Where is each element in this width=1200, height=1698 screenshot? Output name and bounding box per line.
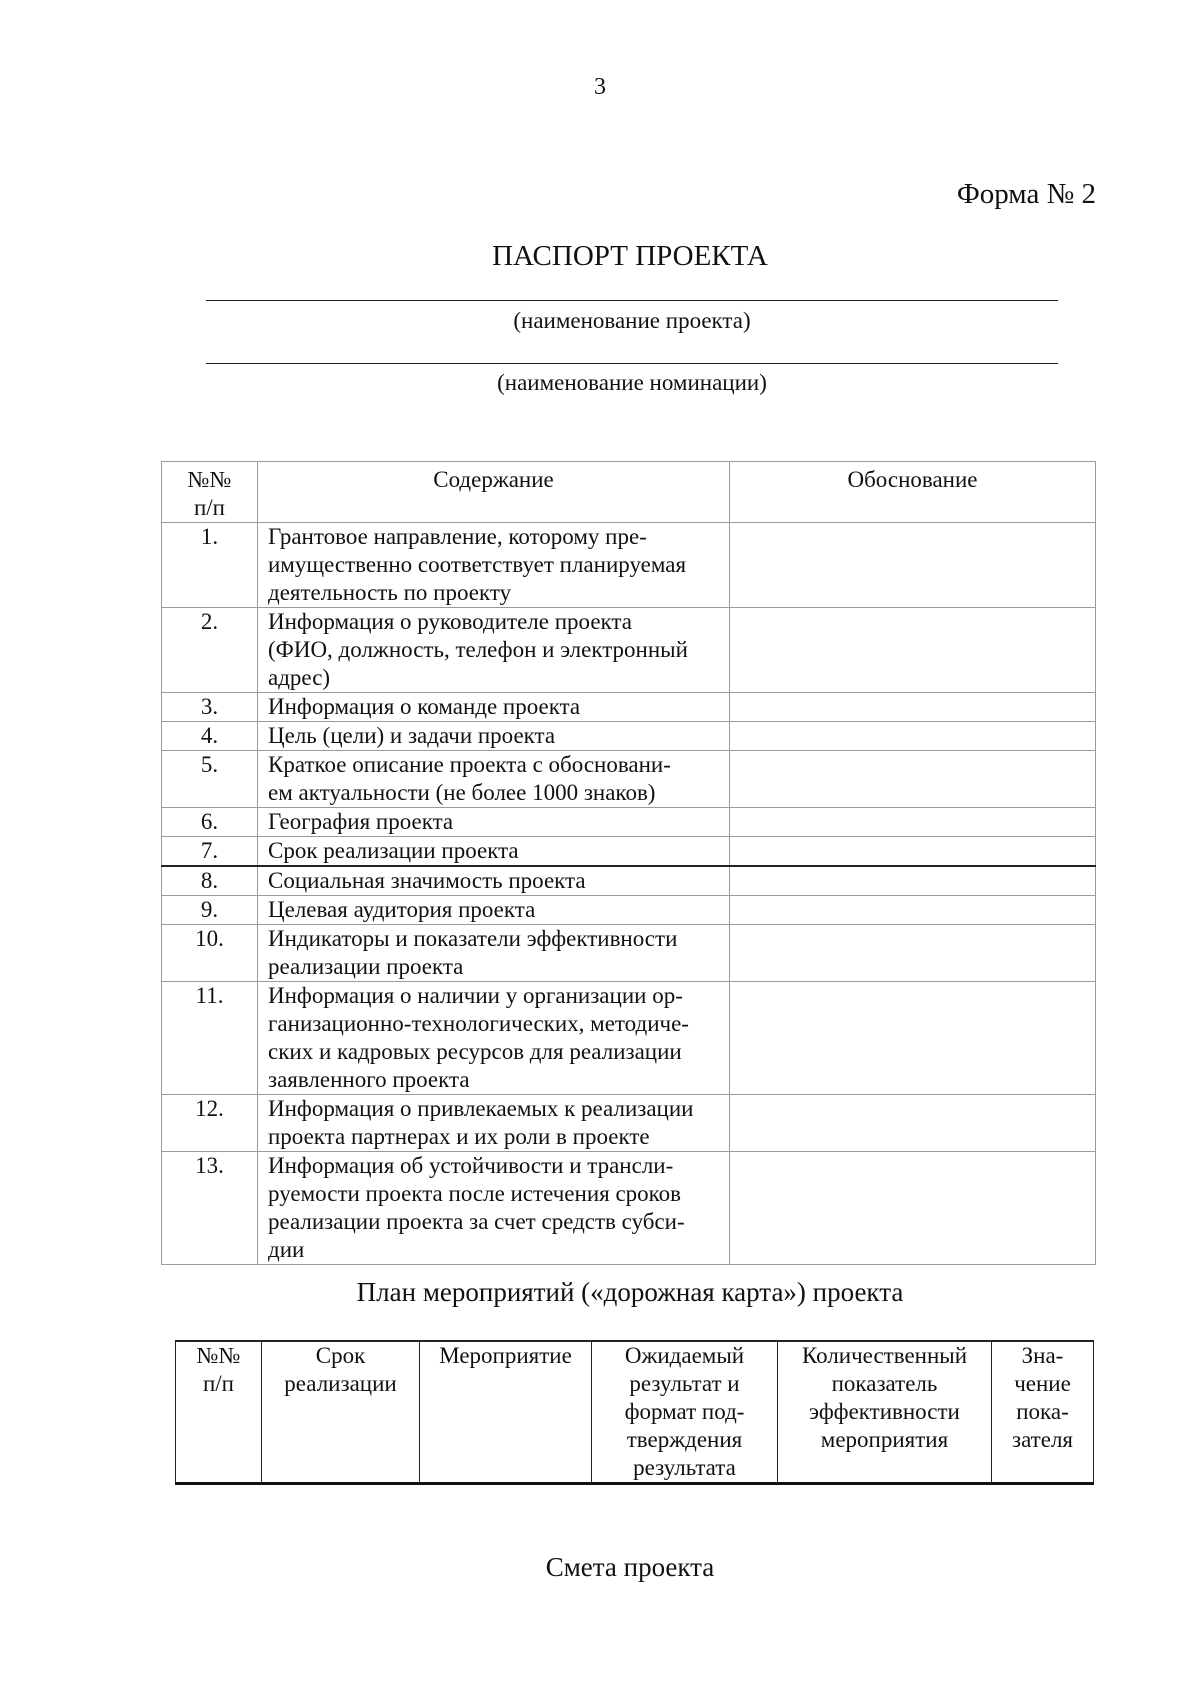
table-row [162,866,1096,896]
row-content: Индикаторы и показатели эффективности реализации проекта [258,925,730,982]
row-justification[interactable] [730,866,1096,896]
row-content: География проекта [258,808,730,837]
row-number: 11. [162,982,258,1095]
row-content: Информация о команде проекта [258,693,730,722]
plan-header-number: №№ п/п [176,1341,262,1484]
row-justification[interactable] [730,722,1096,751]
row-number: 3. [162,693,258,722]
table-row [162,1095,1096,1152]
table-row [162,523,1096,608]
row-justification[interactable] [730,693,1096,722]
plan-header-event: Мероприятие [420,1341,592,1484]
plan-table [175,1340,1094,1485]
row-number: 6. [162,808,258,837]
table-row [162,925,1096,982]
passport-table-header [162,462,1096,523]
row-content: Информация о руководителе проекта (ФИО, должность, телефон и электронный адрес) [258,608,730,693]
row-number: 9. [162,896,258,925]
row-content: Информация об устойчивости и трансли- руемости проекта после истечения сроков реализации проекта за счет средств субси- дии [258,1152,730,1265]
table-row [162,751,1096,808]
row-number: 1. [162,523,258,608]
row-number: 2. [162,608,258,693]
table-row [162,608,1096,693]
table-row [162,808,1096,837]
table-row [162,693,1096,722]
plan-header-indicator-value: Зна- чение пока- зателя [992,1341,1094,1484]
row-justification[interactable] [730,982,1096,1095]
row-content: Срок реализации проекта [258,837,730,867]
table-row [162,1152,1096,1265]
row-content: Цель (цели) и задачи проекта [258,722,730,751]
row-number: 7. [162,837,258,867]
estimate-title: Смета проекта [545,1552,715,1582]
project-name-caption: (наименование проекта) [513,308,751,333]
row-justification[interactable] [730,523,1096,608]
nomination-line [206,363,1058,364]
row-content: Информация о наличии у организации ор- ганизационно-технологических, методиче- ских и кадровых ресурсов для реализации заявленного проекта [258,982,730,1095]
project-name-line [206,300,1058,301]
table-row [162,896,1096,925]
table-row [162,982,1096,1095]
row-justification[interactable] [730,925,1096,982]
table-row [162,722,1096,751]
row-number: 4. [162,722,258,751]
row-content: Грантовое направление, которому пре- имущественно соответствует планируемая деятельность по проекту [258,523,730,608]
row-number: 12. [162,1095,258,1152]
row-justification[interactable] [730,751,1096,808]
row-content: Информация о привлекаемых к реализации проекта партнерах и их роли в проекте [258,1095,730,1152]
header-content: Содержание [258,462,730,523]
row-content: Краткое описание проекта с обосновани- ем актуальности (не более 1000 знаков) [258,751,730,808]
plan-header-term: Срок реализации [262,1341,420,1484]
nomination-caption: (наименование номинации) [497,370,767,395]
row-justification[interactable] [730,837,1096,867]
row-justification[interactable] [730,808,1096,837]
row-justification[interactable] [730,1095,1096,1152]
plan-header-expected-result: Ожидаемый результат и формат под- тверждения результата [592,1341,778,1484]
row-number: 13. [162,1152,258,1265]
row-content: Целевая аудитория проекта [258,896,730,925]
header-number: №№ п/п [162,462,258,523]
row-number: 8. [162,866,258,896]
row-content: Социальная значимость проекта [258,866,730,896]
header-justification: Обоснование [730,462,1096,523]
row-justification[interactable] [730,608,1096,693]
row-justification[interactable] [730,1152,1096,1265]
row-number: 5. [162,751,258,808]
plan-title: План мероприятий («дорожная карта») проекта [356,1277,904,1307]
form-label: Форма № 2 [956,178,1096,210]
row-number: 10. [162,925,258,982]
table-row [162,837,1096,867]
passport-table [161,461,1096,1265]
row-justification[interactable] [730,896,1096,925]
page-number: 3 [594,74,606,100]
plan-table-header [176,1341,1094,1484]
passport-title: ПАСПОРТ ПРОЕКТА [492,240,768,272]
plan-header-quantitative-indicator: Количественный показатель эффективности мероприятия [778,1341,992,1484]
